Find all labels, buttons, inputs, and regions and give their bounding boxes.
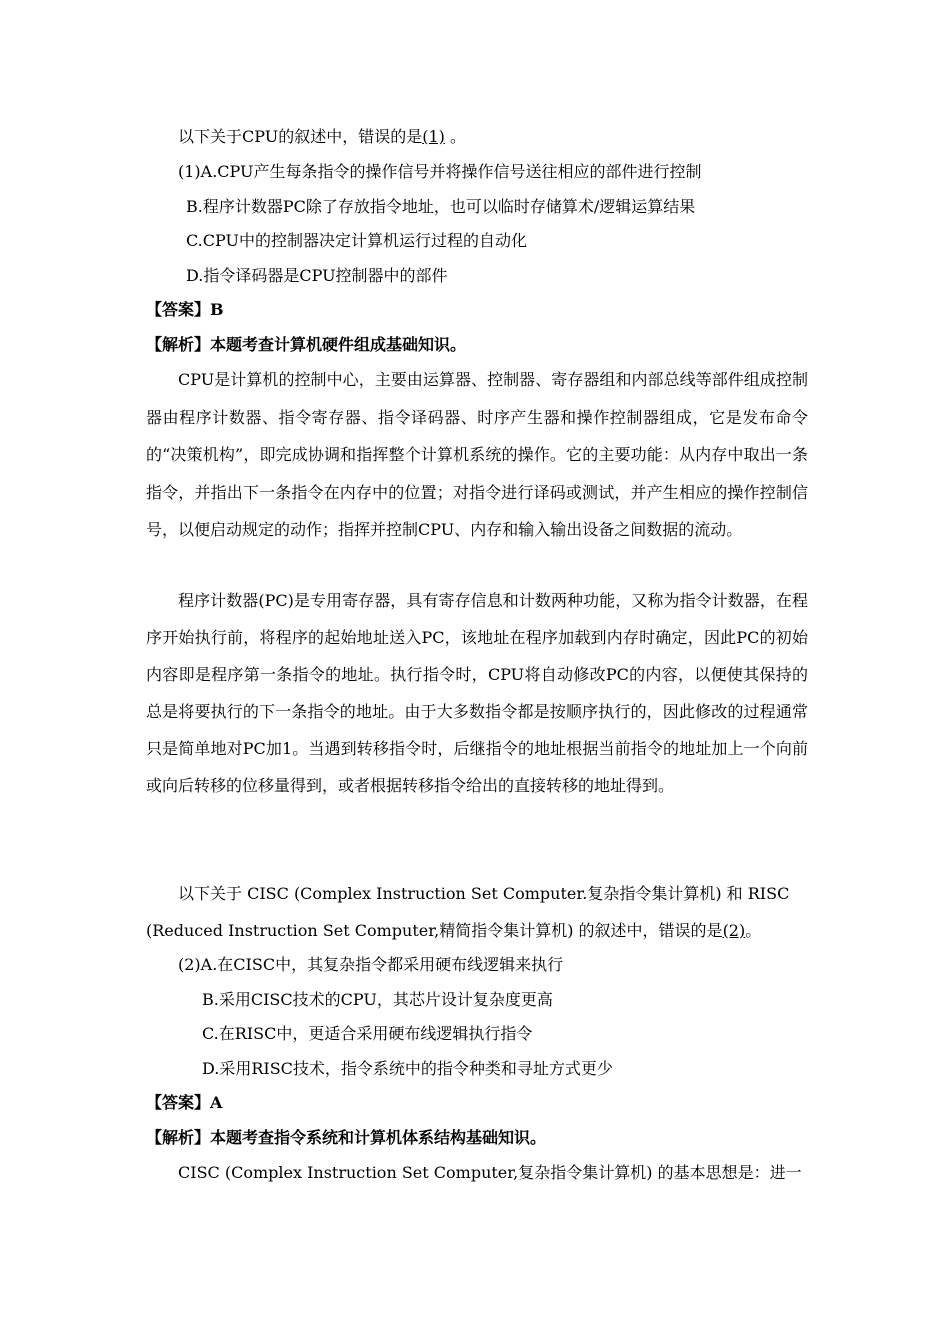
q1-stem-blank: (1) — [422, 127, 445, 146]
q2-option-b: B.采用CISC技术的CPU，其芯片设计复杂度更高 — [202, 990, 553, 1009]
q1-stem-suffix: 。 — [444, 127, 466, 146]
q2-stem-text: (Reduced Instruction Set Computer,精简指令集计算机) 的叙述中，错误的是 — [146, 921, 723, 940]
q2-stem-line-2 — [146, 921, 761, 941]
q2-stem-line-1: 以下关于 CISC (Complex Instruction Set Computer.复杂指令集计算机) 和 RISC — [178, 884, 790, 903]
q2-option-d: D.采用RISC技术，指令系统中的指令种类和寻址方式更少 — [202, 1059, 613, 1078]
q1-analysis-paragraph-2: 程序计数器(PC)是专用寄存器，具有寄存信息和计数两种功能，又称为指令计数器，在程序开始执行前，将程序的起始地址送入PC，该地址在程序加载到内存时确定，因此PC的初始内容即是程序第一条指令的地址。执行指令时，CPU将自动修改PC的内容，以便使其保持的总是将要执行的下一条指令的地址。由于大多数指令都是按顺序执行的，因此修改的过程通常只是简单地对PC加1。当遇到转移指令时，后继指令的地址根据当前指令的地址加上一个向前或向后转移的位移量得到，或者根据转移指令给出的直接转移的地址得到。 — [146, 591, 808, 795]
q2-analysis-paragraph-start: CISC (Complex Instruction Set Computer,复杂指令集计算机) 的基本思想是：进一 — [178, 1163, 802, 1182]
q1-answer: 【答案】B — [146, 300, 224, 319]
q2-option-c: C.在RISC中，更适合采用硬布线逻辑执行指令 — [202, 1024, 533, 1043]
q2-stem-blank: (2) — [722, 921, 746, 940]
q2-stem-suffix: 。 — [745, 921, 762, 940]
q2-analysis-title: 【解析】本题考查指令系统和计算机体系结构基础知识。 — [146, 1128, 547, 1147]
q1-option-d: D.指令译码器是CPU控制器中的部件 — [186, 266, 448, 285]
q1-analysis-title: 【解析】本题考查计算机硬件组成基础知识。 — [146, 335, 467, 354]
q1-stem-text: 以下关于CPU的叙述中，错误的是 — [178, 127, 423, 146]
q1-option-c: C.CPU中的控制器决定计算机运行过程的自动化 — [186, 231, 527, 250]
q1-analysis-paragraph-1: CPU是计算机的控制中心，主要由运算器、控制器、寄存器组和内部总线等部件组成控制器由程序计数器、指令寄存器、指令译码器、时序产生器和操作控制器组成，它是发布命令的“决策机构”，即完成协调和指挥整个计算机系统的操作。它的主要功能：从内存中取出一条指令，并指出下一条指令在内存中的位置；对指令进行译码或测试，并产生相应的操作控制信号，以便启动规定的动作；指挥并控制CPU、内存和输入输出设备之间数据的流动。 — [146, 370, 808, 539]
q1-stem — [178, 127, 466, 147]
q2-answer: 【答案】A — [146, 1093, 223, 1112]
q1-option-b: B.程序计数器PC除了存放指令地址，也可以临时存储算术/逻辑运算结果 — [186, 197, 696, 216]
q2-option-a: (2)A.在CISC中，其复杂指令都采用硬布线逻辑来执行 — [178, 955, 564, 974]
q1-option-a: (1)A.CPU产生每条指令的操作信号并将操作信号送往相应的部件进行控制 — [178, 162, 702, 181]
